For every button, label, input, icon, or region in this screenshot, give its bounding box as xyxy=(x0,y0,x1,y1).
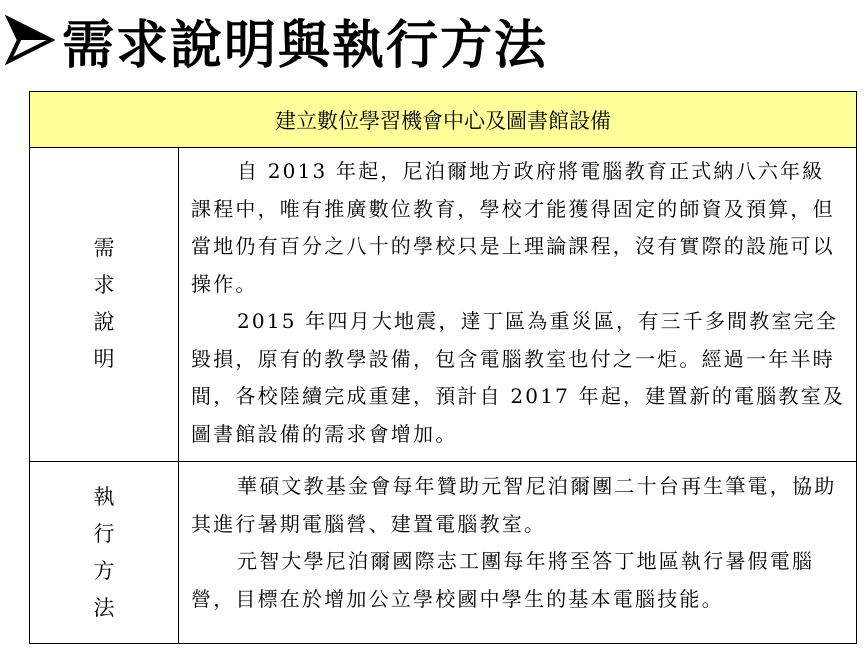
label-char: 需 xyxy=(93,236,115,260)
row-label-needs xyxy=(30,147,179,461)
label-char: 求 xyxy=(93,273,115,297)
label-char: 明 xyxy=(93,347,115,371)
arrow-bullet-icon xyxy=(4,10,56,70)
row-label-methods xyxy=(30,462,179,643)
table-row-needs xyxy=(30,147,856,462)
methods-content xyxy=(179,462,856,643)
needs-paragraph-2: 2015 年四月大地震，達丁區為重災區，有三千多間教室完全毀損，原有的教學設備，包含電腦教室也付之一炬。經過一年半時間，各校陸續完成重建，預計自 2017 年起，建置新的電腦教室及圖書館設備的需求會增加。 xyxy=(191,309,846,446)
page-title: 需求說明與執行方法 xyxy=(62,14,549,76)
methods-paragraph-2: 元智大學尼泊爾國際志工團每年將至答丁地區執行暑假電腦營，目標在於增加公立學校國中學生的基本電腦技能。 xyxy=(191,549,815,611)
label-char: 說 xyxy=(93,310,115,334)
label-char: 執 xyxy=(93,484,115,509)
label-char: 方 xyxy=(93,558,115,583)
page-title-bar xyxy=(4,0,548,80)
label-char: 行 xyxy=(93,521,115,546)
table-header: 建立數位學習機會中心及圖書館設備 xyxy=(30,92,856,148)
needs-content xyxy=(179,147,856,461)
plan-table xyxy=(29,91,857,644)
table-row-methods xyxy=(30,462,856,643)
needs-paragraph-1: 自 2013 年起，尼泊爾地方政府將電腦教育正式納八六年級課程中，唯有推廣數位教育，學校才能獲得固定的師資及預算，但當地仍有百分之八十的學校只是上理論課程，沒有實際的設施可以操作。 xyxy=(191,159,835,296)
label-char: 法 xyxy=(93,595,115,620)
methods-paragraph-1: 華碩文教基金會每年贊助元智尼泊爾團二十台再生筆電，協助其進行暑期電腦營、建置電腦教室。 xyxy=(191,474,837,536)
